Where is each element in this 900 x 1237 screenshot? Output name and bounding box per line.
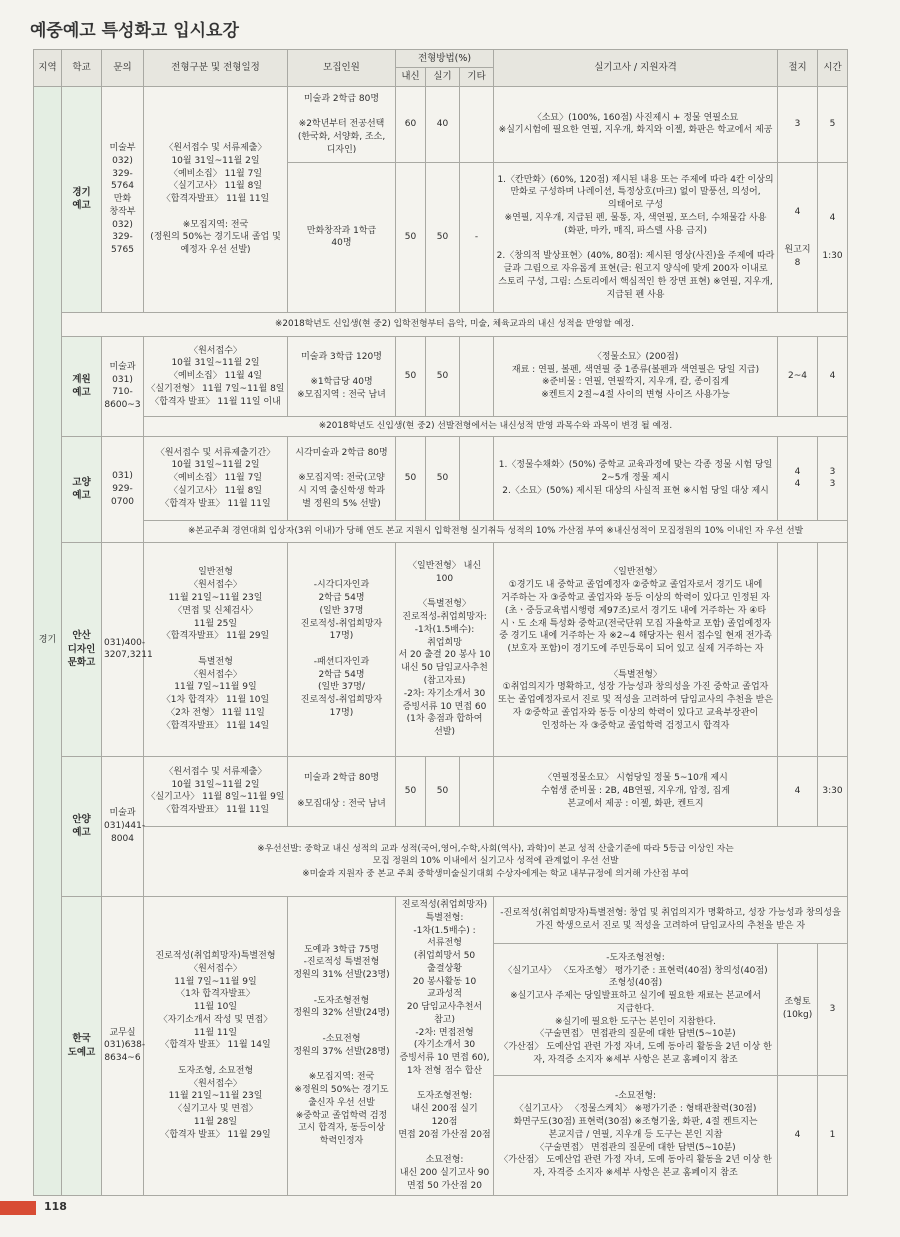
schedule-anyang: 〈원서접수 및 서류제출〉 10월 31일~11월 2일 〈실기고사〉 11월 8일~11월 9일 〈합격자발표〉 11월 11일: [144, 756, 288, 826]
other-anyang: [460, 756, 494, 826]
other-gyeonggi-comic: -: [460, 162, 494, 312]
header-time: 시간: [818, 50, 848, 87]
contact-ansan: 031)400- 3207,3211: [102, 542, 144, 756]
school-korea: 한국 도예고: [62, 896, 102, 1195]
time-ansan: [818, 542, 848, 756]
admission-table: [33, 49, 848, 1196]
time-gyeonggi-art: 5: [818, 86, 848, 162]
step-anyang: 4: [778, 756, 818, 826]
contact-gyeonggi: 미술부 032) 329-5764 만화 창작부 032) 329-5765: [102, 86, 144, 312]
practical-gyeonggi-comic: 50: [426, 162, 460, 312]
time-goyang: 3 3: [818, 436, 848, 520]
quota-goyang: 시각미술과 2학급 80명 ※모집지역: 전국(고양 시 지역 출신학생 학과 별 정원의 5% 선발): [288, 436, 396, 520]
header-step: 절지: [778, 50, 818, 87]
contact-korea: 교무실 031)638- 8634~6: [102, 896, 144, 1195]
step-korea-drawing: 4: [778, 1075, 818, 1195]
exam-gyewon: 〈정물소묘〉(200점) 재료 : 연필, 볼펜, 색연필 중 1종류(볼펜과 색연필은 당일 지급) ※준비물 : 연필, 연필깍지, 지우개, 칼, 종이집게 ※켄트지 2절~4절 사이의 변형 사이즈 사용가능: [494, 336, 778, 416]
time-gyewon: 4: [818, 336, 848, 416]
practical-goyang: 50: [426, 436, 460, 520]
schedule-ansan: 일반전형 〈원서접수〉 11월 21일~11월 23일 〈면접 및 신체검사〉 11월 25일 〈합격자발표〉 11월 29일 특별전형 〈원서접수〉 11월 7일~11월 9일 〈1차 합격자〉 11월 10일 〈2차 전형〉 11월 11일 〈합격자발표〉 11월 14일: [144, 542, 288, 756]
header-exam: 실기고사 / 지원자격: [494, 50, 778, 87]
time-korea-ceramic: 3: [818, 943, 848, 1075]
other-gyeonggi-art: [460, 86, 494, 162]
note-anyang: ※우선선발: 중학교 내신 성적의 교과 성적(국어,영어,수학,사회(역사), 과학)이 본교 성적 산출기준에 따라 5등급 이상인 자는 모집 정원의 10% 이내에서 실기고사 성적에 관계없이 우선 선발 ※미술과 지원자 중 본교 주최 중학생미술실기대회 수상자에게는 학교 내부규정에 의거해 가산점 부여: [144, 826, 848, 896]
internal-gyeonggi-comic: 50: [396, 162, 426, 312]
internal-gyewon: 50: [396, 336, 426, 416]
schedule-korea: 진로적성(취업희망자)특별전형 〈원서접수〉 11월 7일~11월 9일 〈1차 합격자발표〉 11월 10일 〈자기소개서 작성 및 면접〉 11월 11일 〈합격자 발표〉 11월 14일 도자조형, 소묘전형 〈원서접수〉 11월 21일~11월 23일 〈실기고사 및 면접〉 11월 28일 〈합격자 발표〉 11월 29일: [144, 896, 288, 1195]
quota-gyeonggi-comic: 만화창작과 1학급 40명: [288, 162, 396, 312]
header-practical: 실기: [426, 68, 460, 86]
school-ansan: 안산 디자인 문화고: [62, 542, 102, 756]
quota-ansan: -시각디자인과 2학급 54명 (일반 37명 진로적성-취업희망자 17명) -패션디자인과 2학급 54명 (일반 37명/ 진로적성-취업희망자 17명): [288, 542, 396, 756]
step-korea-ceramic: 조형토 (10kg): [778, 943, 818, 1075]
contact-anyang: 미술과 031)441- 8004: [102, 756, 144, 896]
quota-gyeonggi-art: 미술과 2학급 80명 ※2학년부터 전공선택 (한국화, 서양화, 조소, 디자인): [288, 86, 396, 162]
practical-gyewon: 50: [426, 336, 460, 416]
internal-gyeonggi-art: 60: [396, 86, 426, 162]
internal-goyang: 50: [396, 436, 426, 520]
exam-ansan: 〈일반전형〉 ①경기도 내 중학교 졸업예정자 ②중학교 졸업자로서 경기도 내에 거주하는 자 ③중학교 졸업자와 동등 이상의 학력이 있다고 인정된 자(초ㆍ중등교육법시행령 제97조)로서 경기도 내에 거주하는 자 ④타 시ㆍ도 소재 특성화 중학교(전국단위 모집 자율학교 포함) 졸업예정자 중 경기도 내에 거주하는 자 ※2~4 해당자는 원서 접수일 현재 전가족(보호자 포함)이 경기도에 주민등록이 되어 있고 실제 거주하는 자 〈특별전형〉 ①취업의지가 명확하고, 성장 가능성과 창의성을 가진 중학교 졸업자 또는 졸업예정자로서 진로 및 적성을 고려하여 담임교사의 추천을 받은 자 ②중학교 졸업자와 동등 이상의 학력이 있다고 교육부장관이 인정하는 자 ③중학교 졸업학력 검정고시 합격자: [494, 542, 778, 756]
time-gyeonggi-comic: 4 1:30: [818, 162, 848, 312]
school-gyewon: 계원 예고: [62, 336, 102, 436]
practical-gyeonggi-art: 40: [426, 86, 460, 162]
step-goyang: 4 4: [778, 436, 818, 520]
step-gyeonggi-art: 3: [778, 86, 818, 162]
time-anyang: 3:30: [818, 756, 848, 826]
page-title: 예중예고 특성화고 입시요강: [30, 21, 239, 41]
time-korea-drawing: 1: [818, 1075, 848, 1195]
header-school: 학교: [62, 50, 102, 87]
header-internal: 내신: [396, 68, 426, 86]
internal-anyang: 50: [396, 756, 426, 826]
quota-korea: 도예과 3학급 75명 -진로적성 특별전형 정원의 31% 선발(23명) -도자조형전형 정원의 32% 선발(24명) -소묘전형 정원의 37% 선발(28명) ※모집지역: 전국 ※정원의 50%는 경기도 출신자 우선 선발 ※중학교 졸업학력 검정 고시 합격자, 동등이상 학력인정자: [288, 896, 396, 1195]
contact-goyang: 031) 929-0700: [102, 436, 144, 542]
step-gyeonggi-comic: 4 원고지 8: [778, 162, 818, 312]
note-goyang: ※본교주최 경연대회 입상자(3위 이내)가 당해 연도 본교 지원시 입학전형 실기취득 성적의 10% 가산점 부여 ※내신성적이 모집정원의 10% 이내인 자 우선 선발: [144, 520, 848, 542]
header-quota: 모집인원: [288, 50, 396, 87]
quota-anyang: 미술과 2학급 80명 ※모집대상 : 전국 남녀: [288, 756, 396, 826]
exam-anyang: 〈연필정물소묘〉 시험당일 정물 5~10개 제시 수험생 준비물 : 2B, 4B연필, 지우개, 압정, 집게 본교에서 제공 : 이젤, 화판, 켄트지: [494, 756, 778, 826]
exam-goyang: 1.〈정물수채화〉(50%) 중학교 교육과정에 맞는 각종 정물 시험 당일 2~5개 정물 제시 2.〈소묘〉(50%) 제시된 대상의 사실적 표현 ※시험 당일 대상 제시: [494, 436, 778, 520]
practical-anyang: 50: [426, 756, 460, 826]
header-schedule: 전형구분 및 전형일정: [144, 50, 288, 87]
schedule-gyewon: 〈원서접수〉 10월 31일~11월 2일 〈예비소집〉 11월 4일 〈실기전형〉 11월 7일~11월 8일 〈합격자 발표〉 11월 11일 이내: [144, 336, 288, 416]
exam-korea-drawing: -소묘전형: 〈실기고사〉 〈정물스케치〉 ※평가기준 : 형태관찰력(30점) 화면구도(30점) 표현력(30점) ※조형기울, 화판, 4절 켄트지는 본교지급 / 연필, 지우개 등 도구는 본인 지참 〈구술면접〉 면접관의 질문에 대한 답변(5~10분) 〈가산점〉 도예산업 관련 가정 자녀, 도예 동아리 활동을 2년 이상 한 자, 자격증 소지자 ※세부 사항은 본교 홈페이지 참조: [494, 1075, 778, 1195]
page-number: 118: [44, 1200, 67, 1213]
exam-gyeonggi-art: 〈소묘〉(100%, 160점) 사진제시 + 정물 연필소묘 ※실기시험에 필요한 연필, 지우개, 화지와 이젤, 화판은 학교에서 제공: [494, 86, 778, 162]
header-other: 기타: [460, 68, 494, 86]
method-korea: 진로적성(취업희망자) 특별전형: -1차(1.5배수) : 서류전형 (취업희망서 50 출결상황 20 봉사활동 10 교과성적 20 담임교사추천서 참고) -2차: 면접전형 (자기소개서 30 증빙서류 10 면접 60), 1차 전형 점수 합산 도자조형전형: 내신 200점 실기 120점 면접 20점 가산점 20점 소묘전형: 내신 200 실기고사 90 면접 50 가산점 20: [396, 896, 494, 1195]
contact-gyewon: 미술과 031) 710- 8600~3: [102, 336, 144, 436]
method-ansan: 〈일반전형〉 내신 100 〈특별전형〉 진로적성-취업희망자: -1차(1.5배수): 취업희망 서 20 출결 20 봉사 10 내신 50 담임교사추천 (참고자료) -2차: 자기소개서 30 증빙서류 10 면접 60 (1차 총점과 합하여 선발): [396, 542, 494, 756]
school-gyeonggi: 경기 예고: [62, 86, 102, 312]
region-cell: 경기: [34, 86, 62, 1195]
school-anyang: 안양 예고: [62, 756, 102, 896]
schedule-goyang: 〈원서접수 및 서류제출기간〉 10월 31일~11월 2일 〈예비소집〉 11월 7일 〈실기고사〉 11월 8일 〈합격자 발표〉 11월 11일: [144, 436, 288, 520]
step-ansan: [778, 542, 818, 756]
step-gyewon: 2~4: [778, 336, 818, 416]
header-contact: 문의: [102, 50, 144, 87]
note-gyewon: ※2018학년도 신입생(현 중2) 선발전형에서는 내신성적 반영 과목수와 과목이 변경 될 예정.: [144, 416, 848, 436]
header-region: 지역: [34, 50, 62, 87]
exam-korea-ceramic: -도자조형전형: 〈실기고사〉 〈도자조형〉 평가기준 : 표현력(40점) 창의성(40점) 조형성(40점) ※실기고사 주제는 당일발표하고 실기에 필요한 재료는 본교에서 지급한다. ※실기에 필요한 도구는 본인이 지참한다. 〈구술면접〉 면접관의 질문에 대한 답변(5~10분) 〈가산점〉 도예산업 관련 가정 자녀, 도예 동아리 활동을 2년 이상 한 자, 자격증 소지자 ※세부 사항은 본교 홈페이지 참조: [494, 943, 778, 1075]
other-goyang: [460, 436, 494, 520]
school-goyang: 고양 예고: [62, 436, 102, 542]
schedule-gyeonggi: 〈원서접수 및 서류제출〉 10월 31일~11월 2일 〈예비소집〉 11월 7일 〈실기고사〉 11월 8일 〈합격자발표〉 11월 11일 ※모집지역: 전국 (정원의 50%는 경기도내 졸업 및 예정자 우선 선발): [144, 86, 288, 312]
other-gyewon: [460, 336, 494, 416]
note-gyeonggi: ※2018학년도 신입생(현 중2) 입학전형부터 음악, 미술, 체육교과의 내신 성적을 반영할 예정.: [62, 312, 848, 336]
quota-gyewon: 미술과 3학급 120명 ※1학급당 40명 ※모집지역 : 전국 남녀: [288, 336, 396, 416]
footer-accent-bar: [0, 1201, 36, 1215]
exam-korea-career: -진로적성(취업희망자)특별전형: 창업 및 취업의지가 명확하고, 성장 가능성과 창의성을 가진 학생으로서 진로 및 적성을 고려하여 담임교사의 추천을 받은 자: [494, 896, 848, 943]
exam-gyeonggi-comic: 1.〈칸만화〉(60%, 120점) 제시된 내용 또는 주제에 따라 4칸 이상의 만화로 구성하며 나레이션, 특정상호(마크) 없이 말풍선, 의성어, 의태어로 구성 ※연필, 지우개, 지급된 펜, 물통, 자, 색연필, 포스터, 수채물감 사용(화판, 마카, 매직, 파스텔 사용 금지) 2.〈창의적 발상표현〉(40%, 80점): 제시된 영상(사진)을 주제에 따라 글과 그림으로 자유롭게 표현(글: 원고지 양식에 맞게 200자 이내로 스토리 구성, 그림: 스토리에서 핵심적인 한 장면 표현) ※연필, 지우개, 지급된 펜 사용: [494, 162, 778, 312]
header-method: 전형방법(%): [396, 50, 494, 68]
